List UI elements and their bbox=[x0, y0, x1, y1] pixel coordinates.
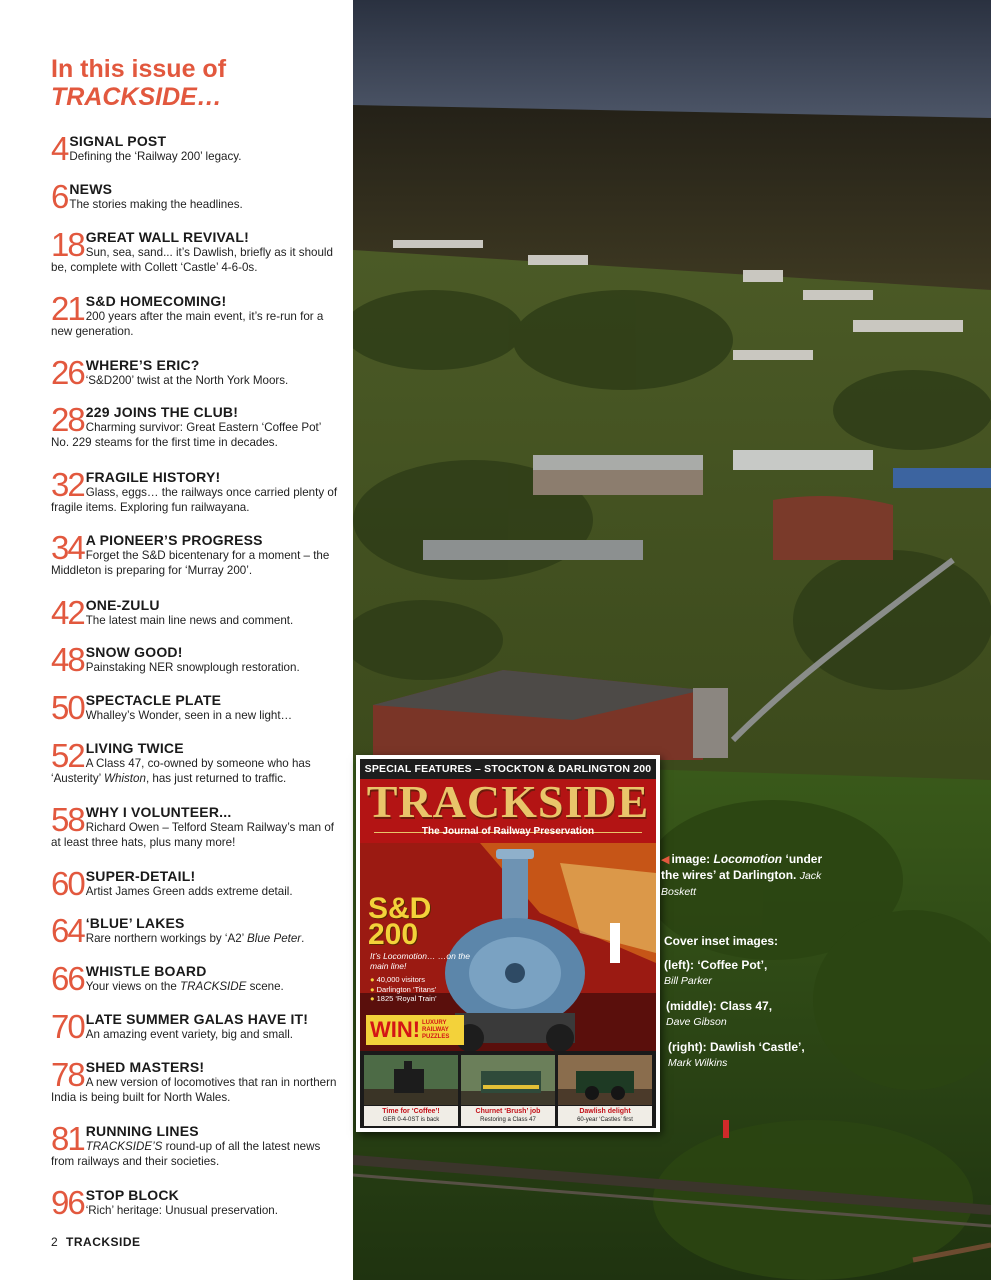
cover-tagline: It’s Locomotion… …on the main line! bbox=[370, 951, 471, 971]
thumb-caption: Churnet ‘Brush’ job Restoring a Class 47 bbox=[461, 1106, 555, 1126]
cover-headline-200: 200 bbox=[368, 918, 419, 951]
entry-description: Painstaking NER snowplough restoration. bbox=[85, 661, 300, 674]
entry-title: WHISTLE BOARD bbox=[85, 963, 207, 979]
barcode-icon bbox=[610, 923, 620, 963]
contents-entry-50[interactable] bbox=[51, 689, 341, 726]
loco-chimney bbox=[502, 853, 528, 923]
contents-entry-52[interactable] bbox=[51, 737, 341, 786]
win-prize: LUXURY RAILWAY PUZZLES bbox=[422, 1020, 450, 1040]
entry-title: WHY I VOLUNTEER... bbox=[85, 804, 232, 820]
caption-arrow-icon: ◀ bbox=[661, 854, 670, 866]
entry-description: Glass, eggs… the railways once carried plenty of fragile items. Exploring fun railwayana. bbox=[51, 486, 338, 514]
entry-description: Artist James Green adds extreme detail. bbox=[85, 885, 293, 898]
main-image-caption: ◀ image: Locomotion ‘under the wires’ at Darlington. Jack Boskett bbox=[661, 852, 823, 898]
cover-thumbnails bbox=[360, 1051, 656, 1128]
entry-description: Your views on the TRACKSIDE scene. bbox=[85, 980, 284, 993]
page-number: 4 bbox=[51, 130, 68, 167]
entry-title: A PIONEER’S PROGRESS bbox=[85, 532, 263, 548]
page-footer bbox=[51, 1235, 141, 1249]
entry-title: LATE SUMMER GALAS HAVE IT! bbox=[85, 1011, 309, 1027]
thumb-class-47 bbox=[461, 1055, 555, 1105]
contents-heading bbox=[51, 55, 341, 111]
contents-entry-18[interactable] bbox=[51, 226, 341, 275]
page-number: 64 bbox=[51, 912, 84, 949]
page-number: 81 bbox=[51, 1120, 84, 1157]
contents-entry-34[interactable] bbox=[51, 529, 341, 578]
contents-entry-6[interactable] bbox=[51, 178, 341, 215]
thumb-dawlish-castle bbox=[558, 1055, 652, 1105]
entry-title: FRAGILE HISTORY! bbox=[85, 469, 221, 485]
entry-description: A new version of locomotives that ran in northern India is being built for North Wales. bbox=[51, 1076, 337, 1104]
entry-description: Whalley’s Wonder, seen in a new light… bbox=[85, 709, 293, 722]
entry-title: LIVING TWICE bbox=[85, 740, 184, 756]
magazine-cover-inset bbox=[356, 755, 660, 1132]
cover-headline-sd: S&D bbox=[368, 892, 432, 925]
cover-page bbox=[360, 759, 656, 1128]
cover-bullet: ● 1825 ‘Royal Train’ bbox=[370, 994, 490, 1004]
entry-description: Charming survivor: Great Eastern ‘Coffee Pot’ No. 229 steams for the first time in decades. bbox=[51, 421, 321, 449]
entry-title: SIGNAL POST bbox=[69, 133, 167, 149]
storm-sky bbox=[353, 0, 991, 120]
entry-description: Forget the S&D bicentenary for a moment – the Middleton is preparing for ‘Murray 200’. bbox=[51, 549, 330, 577]
page-number: 52 bbox=[51, 737, 84, 774]
page-number: 32 bbox=[51, 466, 84, 503]
page-number: 34 bbox=[51, 529, 84, 566]
contents-entry-81[interactable] bbox=[51, 1120, 341, 1169]
contents-entry-48[interactable] bbox=[51, 641, 341, 678]
page-number: 66 bbox=[51, 960, 84, 997]
page-number: 50 bbox=[51, 689, 84, 726]
caption-middle-image: (middle): Class 47, Dave Gibson bbox=[666, 999, 773, 1028]
page-number: 6 bbox=[51, 178, 68, 215]
entry-title: ONE-ZULU bbox=[85, 597, 160, 613]
caption-right-image: (right): Dawlish ‘Castle’, Mark Wilkins bbox=[668, 1040, 805, 1069]
contents-entry-66[interactable] bbox=[51, 960, 341, 997]
entry-description: Rare northern workings by ‘A2’ Blue Peter. bbox=[85, 932, 305, 945]
entry-description: ‘Rich’ heritage: Unusual preservation. bbox=[85, 1204, 278, 1217]
thumb-caption: Dawlish delight 60-year ‘Castles’ first bbox=[558, 1106, 652, 1126]
contents-entry-4[interactable] bbox=[51, 130, 341, 167]
cover-bullet: ● Darlington ‘Titans’ bbox=[370, 985, 490, 995]
cover-inset-heading: Cover inset images: bbox=[664, 934, 779, 948]
cover-strapline: SPECIAL FEATURES – STOCKTON & DARLINGTON 200 bbox=[360, 759, 656, 779]
entry-description: Richard Owen – Telford Steam Railway’s man of at least three hats, plus many more! bbox=[51, 821, 335, 849]
cover-bullet: ● 40,000 visitors bbox=[370, 975, 490, 985]
entry-title: GREAT WALL REVIVAL! bbox=[85, 229, 249, 245]
contents-entry-58[interactable] bbox=[51, 801, 341, 850]
entry-title: NEWS bbox=[69, 181, 113, 197]
entry-title: RUNNING LINES bbox=[85, 1123, 199, 1139]
contents-entry-64[interactable] bbox=[51, 912, 341, 949]
page-number: 60 bbox=[51, 865, 84, 902]
contents-entry-60[interactable] bbox=[51, 865, 341, 902]
entry-description: Defining the ‘Railway 200’ legacy. bbox=[69, 150, 242, 163]
contents-entry-28[interactable] bbox=[51, 401, 341, 450]
page-number: 18 bbox=[51, 226, 84, 263]
entry-description: Sun, sea, sand... it’s Dawlish, briefly as it should be, complete with Collett ‘Castle’ 4-6-0s. bbox=[51, 246, 333, 274]
contents-entry-26[interactable] bbox=[51, 354, 341, 391]
page-number: 28 bbox=[51, 401, 84, 438]
walker-figure bbox=[723, 1120, 729, 1138]
folio-magazine-name: TRACKSIDE bbox=[66, 1235, 141, 1249]
cover-bullets bbox=[370, 975, 490, 1004]
heading-line-1: In this issue of bbox=[51, 55, 227, 83]
entry-description: The stories making the headlines. bbox=[69, 198, 243, 211]
page-number: 78 bbox=[51, 1056, 84, 1093]
contents-entry-78[interactable] bbox=[51, 1056, 341, 1105]
heading-line-2: TRACKSIDE… bbox=[51, 83, 222, 111]
page-number: 96 bbox=[51, 1184, 84, 1221]
page-number: 26 bbox=[51, 354, 84, 391]
contents-entry-42[interactable] bbox=[51, 594, 341, 631]
entry-title: S&D HOMECOMING! bbox=[85, 293, 227, 309]
page-number: 21 bbox=[51, 290, 84, 327]
contents-entry-96[interactable] bbox=[51, 1184, 341, 1221]
entry-description: The latest main line news and comment. bbox=[85, 614, 294, 627]
cover-masthead: TRACKSIDE bbox=[366, 776, 650, 827]
page-number: 70 bbox=[51, 1008, 84, 1045]
contents-entry-32[interactable] bbox=[51, 466, 341, 515]
entry-description: TRACKSIDE’S round-up of all the latest news from railways and their societies. bbox=[51, 1140, 321, 1168]
entry-title: ‘BLUE’ LAKES bbox=[85, 915, 185, 931]
contents-entry-70[interactable] bbox=[51, 1008, 341, 1045]
page-number: 58 bbox=[51, 801, 84, 838]
contents-entry-21[interactable] bbox=[51, 290, 341, 339]
entry-title: WHERE’S ERIC? bbox=[85, 357, 200, 373]
entry-title: SHED MASTERS! bbox=[85, 1059, 205, 1075]
entry-description: An amazing event variety, big and small. bbox=[85, 1028, 294, 1041]
entry-description: A Class 47, co-owned by someone who has ‘Austerity’ Whiston, has just returned to traffic. bbox=[51, 757, 311, 785]
entry-description: 200 years after the main event, it’s re-run for a new generation. bbox=[51, 310, 324, 338]
thumb-coffee-pot bbox=[364, 1055, 458, 1105]
contents-column bbox=[0, 0, 353, 1280]
page-number: 42 bbox=[51, 594, 84, 631]
win-text: WIN! bbox=[370, 1017, 421, 1042]
folio-page-number: 2 bbox=[51, 1235, 58, 1249]
entry-description: ‘S&D200’ twist at the North York Moors. bbox=[85, 374, 289, 387]
cover-subtitle: The Journal of Railway Preservation bbox=[421, 826, 595, 837]
caption-left-image: (left): ‘Coffee Pot’, Bill Parker bbox=[664, 958, 768, 987]
entry-title: STOP BLOCK bbox=[85, 1187, 179, 1203]
entry-title: SPECTACLE PLATE bbox=[85, 692, 222, 708]
entry-title: 229 JOINS THE CLUB! bbox=[85, 404, 239, 420]
entry-title: SUPER-DETAIL! bbox=[85, 868, 196, 884]
page-number: 48 bbox=[51, 641, 84, 678]
thumb-caption: Time for ‘Coffee’! GER 0-4-0ST is back bbox=[364, 1106, 458, 1126]
entry-title: SNOW GOOD! bbox=[85, 644, 183, 660]
